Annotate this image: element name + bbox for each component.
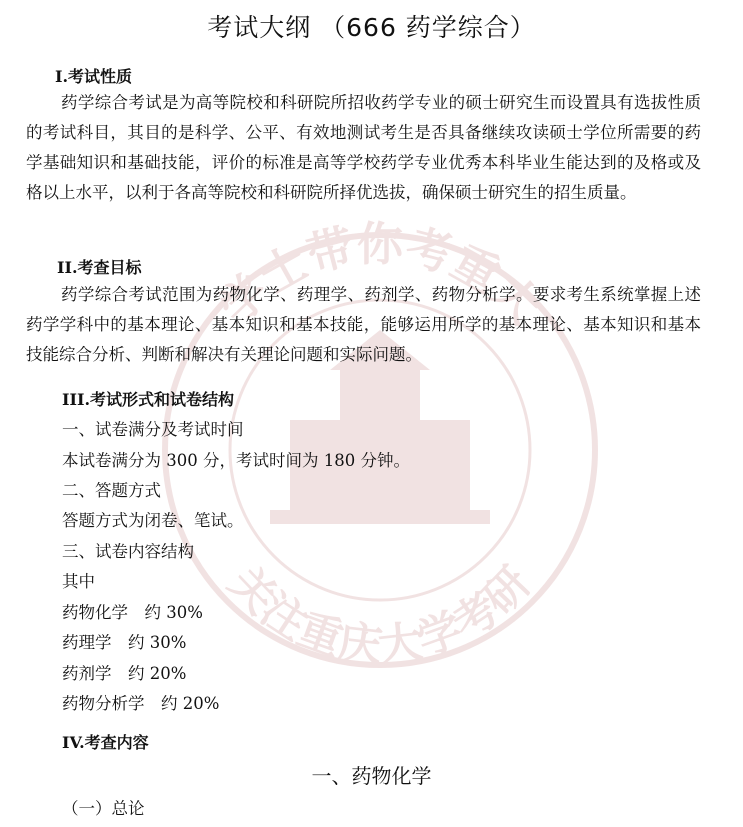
watermark-top-text: 学士带你考重大 <box>208 217 552 335</box>
s3-line: 药理学 约 30% <box>62 633 187 652</box>
s3-line: 答题方式为闭卷、笔试。 <box>62 511 244 530</box>
section-2-body: 药学综合考试范围为药物化学、药理学、药剂学、药物分析学。要求考生系统掌握上述药学学科中的基本理论、基本知识和基本技能，能够运用所学的基本理论、基本知识和基本技能综合分析、判断和解决有关理论问题和实际问题。 <box>26 285 701 364</box>
document-title: 考试大纲 （666 药学综合） <box>207 13 536 42</box>
s3-line: 药剂学 约 20% <box>62 664 187 683</box>
s3-line: 一、试卷满分及考试时间 <box>62 420 244 439</box>
svg-text:关注重庆大学考研 <box>219 557 541 672</box>
section-3-heading: III.考试形式和试卷结构 <box>62 390 235 409</box>
s3-line: 二、答题方式 <box>62 481 161 500</box>
watermark-bottom-text: 关注重庆大学考研 <box>219 557 541 673</box>
s3-line: 三、试卷内容结构 <box>62 542 194 561</box>
s3-line: 本试卷满分为 300 分，考试时间为 180 分钟。 <box>62 451 410 470</box>
s3-line: 药物化学 约 30% <box>62 603 203 622</box>
watermark-seal <box>160 170 600 710</box>
section-2-heading: II.考查目标 <box>57 258 142 277</box>
s3-line: 药物分析学 约 20% <box>62 694 220 713</box>
section-4-subtitle: 一、药物化学 <box>311 764 432 788</box>
section-4-heading: IV.考查内容 <box>62 733 149 752</box>
section-1-heading: I.考试性质 <box>55 67 133 86</box>
section-1-body: 药学综合考试是为高等院校和科研院所招收药学专业的硕士研究生而设置具有选拔性质的考试科目，其目的是科学、公平、有效地测试考生是否具备继续攻读硕士学位所需要的药学基础知识和基础技能，评价的标准是高等学校药学专业优秀本科毕业生能达到的及格或及格以上水平，以利于各高等院校和科研院所择优选拔，确保硕士研究生的招生质量。 <box>26 93 701 202</box>
s3-line: 其中 <box>62 572 95 591</box>
section-4-first-item: （一）总论 <box>62 799 145 818</box>
